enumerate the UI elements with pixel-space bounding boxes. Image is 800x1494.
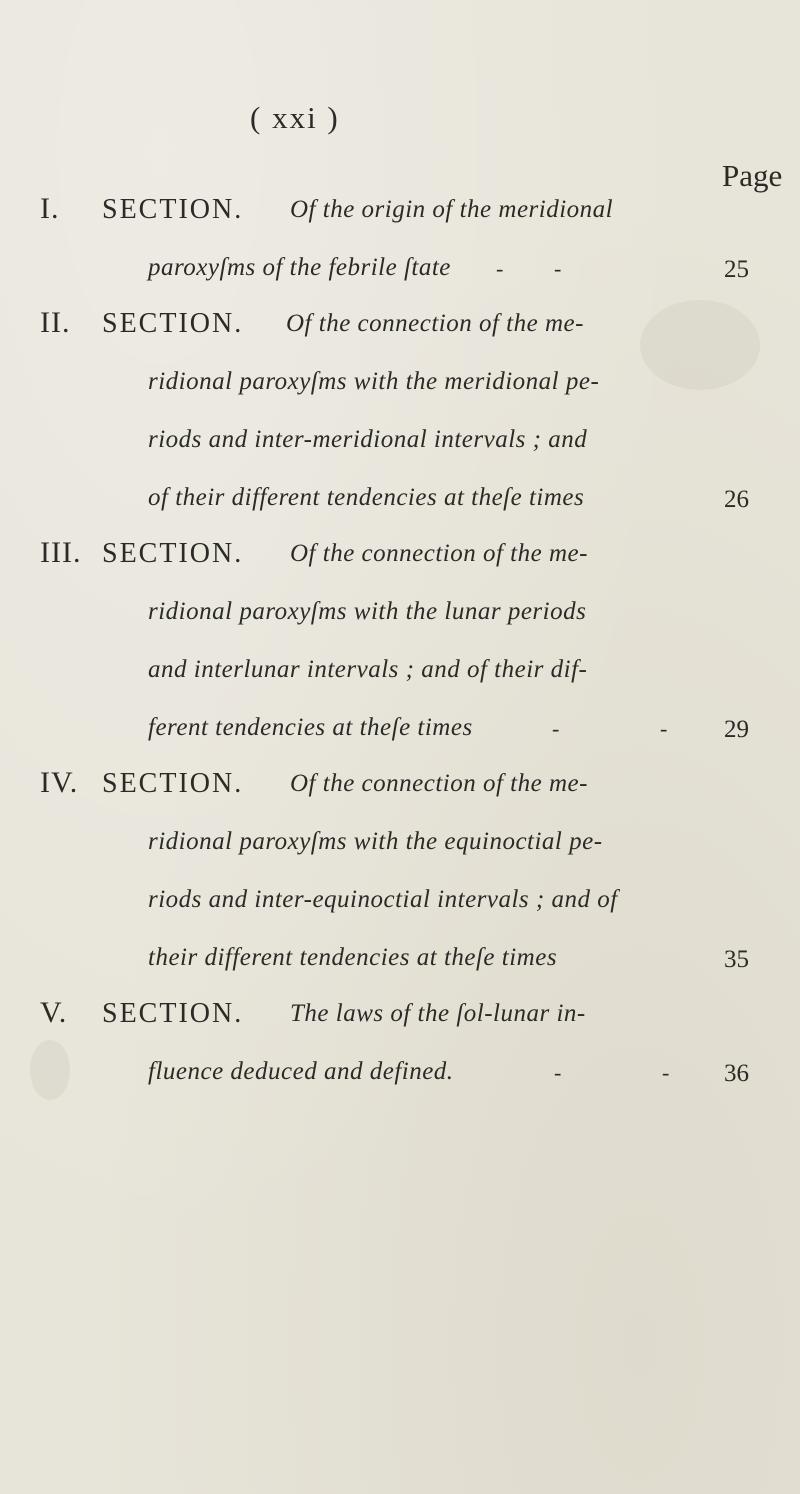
page-number: 25 [724,256,749,283]
contents-entry-continuation [0,480,800,530]
section-label: SECTION. [102,194,244,225]
leader-dash: - [496,256,504,281]
contents-entry-continuation [0,882,800,932]
section-numeral: II. [40,306,71,339]
leader-dash: - [662,1060,670,1085]
leader-dash: - [554,1060,562,1085]
section-numeral: III. [40,536,82,569]
section-numeral: I. [40,192,60,225]
entry-title-line: riods and inter-meridional intervals ; and [148,426,588,453]
contents-entry [0,766,800,816]
page-number: 29 [724,716,749,743]
section-label: SECTION. [102,768,244,799]
section-label: SECTION. [102,308,244,339]
section-numeral: IV. [40,766,79,799]
entry-title-line: ridional paroxyſms with the lunar periods [148,598,587,625]
contents-entry [0,192,800,242]
page-column-heading: Page [722,158,783,193]
entry-title-line: riods and inter-equinoctial intervals ; and of [148,886,618,913]
contents-entry-continuation [0,250,800,300]
contents-entry-continuation [0,710,800,760]
contents-entry-continuation [0,1054,800,1104]
entry-title-line: ferent tendencies at theſe times [148,714,473,741]
contents-entry-continuation [0,422,800,472]
entry-title-line: and interlunar intervals ; and of their dif- [148,656,588,683]
contents-entry [0,996,800,1046]
contents-entry-continuation [0,364,800,414]
section-numeral: V. [40,996,68,1029]
section-label: SECTION. [102,998,244,1029]
entry-title-line: The laws of the ſol-lunar in- [290,1000,586,1027]
contents-entry-continuation [0,652,800,702]
contents-entry-continuation [0,594,800,644]
entry-title-line: Of the connection of the me- [290,770,588,797]
entry-title-line: Of the connection of the me- [290,540,588,567]
section-label: SECTION. [102,538,244,569]
leader-dash: - [554,256,562,281]
folio-number: ( xxi ) [250,100,340,135]
entry-title-line: paroxyſms of the febrile ſtate [148,254,451,281]
leader-dash: - [552,716,560,741]
leader-dash: - [660,716,668,741]
contents-entry-continuation [0,824,800,874]
entry-title-line: ridional paroxyſms with the equinoctial pe- [148,828,603,855]
contents-entry-continuation [0,940,800,990]
entry-title-line: their different tendencies at theſe times [148,944,558,971]
contents-entry [0,536,800,586]
entry-title-line: Of the connection of the me- [286,310,584,337]
contents-entry [0,306,800,356]
entry-title-line: Of the origin of the meridional [290,196,614,223]
page-number: 35 [724,946,749,973]
entry-title-line: ridional paroxyſms with the meridional pe- [148,368,600,395]
page-number: 26 [724,486,749,513]
page-number: 36 [724,1060,749,1087]
entry-title-line: fluence deduced and defined. [148,1058,454,1085]
entry-title-line: of their different tendencies at theſe times [148,484,585,511]
